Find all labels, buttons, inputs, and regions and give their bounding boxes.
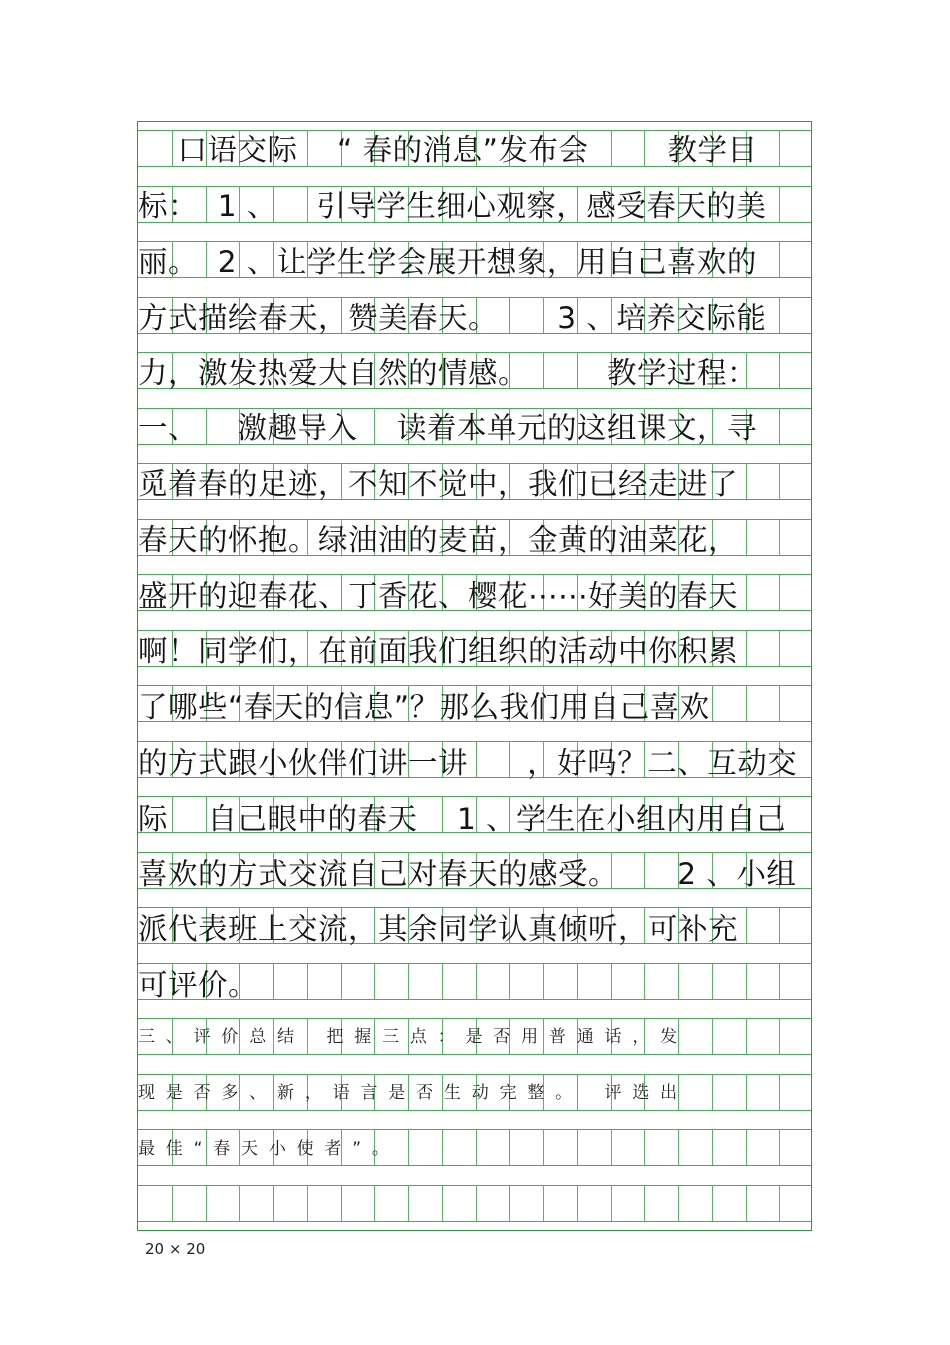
grid-column-line	[509, 963, 510, 999]
grid-column-line	[307, 1185, 308, 1221]
text-line: 口语交际 “ 春的消息”发布会 教学目	[138, 133, 758, 167]
grid-column-line	[611, 1129, 612, 1165]
small-text-line: 三 、 评 价 总 结 把 握 三 点 ： 是 否 用 普 通 话 ， 发	[138, 1027, 678, 1047]
grid-column-line	[779, 463, 780, 499]
grid-column-line	[273, 963, 274, 999]
grid-column-line	[712, 1074, 713, 1110]
grid-column-line	[644, 963, 645, 999]
grid-column-line	[678, 963, 679, 999]
grid-column-line	[476, 963, 477, 999]
grid-column-line	[239, 1185, 240, 1221]
grid-column-line	[678, 1018, 679, 1054]
grid-column-line	[712, 1018, 713, 1054]
grid-column-line	[543, 963, 544, 999]
grid-column-line	[408, 1185, 409, 1221]
grid-column-line	[341, 963, 342, 999]
grid-column-line	[442, 1185, 443, 1221]
grid-column-line	[779, 519, 780, 555]
grid-column-line	[712, 1129, 713, 1165]
grid-column-line	[577, 1185, 578, 1221]
grid-column-line	[476, 1129, 477, 1165]
grid-lines	[138, 122, 811, 1230]
text-line: 的方式跟小伙伴们讲一讲 ，好吗？二、互动交	[138, 746, 798, 780]
grid-column-line	[273, 1185, 274, 1221]
grid-column-line	[779, 408, 780, 444]
text-line: 力，激发热爱大自然的情感。 教学过程：	[138, 356, 758, 390]
grid-column-line	[746, 963, 747, 999]
text-line: 了哪些“春天的信息”？那么我们用自己喜欢	[138, 690, 710, 724]
grid-column-line	[509, 1185, 510, 1221]
text-line: 可评价。	[138, 968, 259, 1002]
grid-row	[138, 1185, 811, 1221]
grid-column-line	[746, 519, 747, 555]
grid-column-line	[611, 963, 612, 999]
text-line: 一、 激趣导入 读着本单元的这组课文，寻	[138, 411, 758, 445]
text-line: 春天的怀抱。绿油油的麦苗，金黄的油菜花，	[138, 523, 739, 557]
grid-column-line	[678, 1074, 679, 1110]
grid-column-line	[374, 963, 375, 999]
grid-column-line	[543, 1129, 544, 1165]
text-line: 觅着春的足迹，不知不觉中，我们已经走进了	[138, 467, 739, 501]
grid-column-line	[678, 1185, 679, 1221]
grid-column-line	[779, 241, 780, 277]
grid-column-line	[644, 1185, 645, 1221]
grid-column-line	[712, 685, 713, 721]
grid-column-line	[779, 630, 780, 666]
text-line: 方式描绘春天，赞美春天。 3 、培养交际能	[138, 301, 767, 335]
grid-column-line	[206, 1185, 207, 1221]
grid-column-line	[307, 963, 308, 999]
grid-column-line	[543, 1185, 544, 1221]
grid-column-line	[779, 963, 780, 999]
grid-column-line	[779, 574, 780, 610]
text-line: 盛开的迎春花、丁香花、樱花⋯⋯好美的春天	[138, 579, 739, 613]
grid-column-line	[712, 963, 713, 999]
grid-column-line	[779, 1018, 780, 1054]
grid-column-line	[172, 1185, 173, 1221]
grid-column-line	[779, 130, 780, 166]
grid-column-line	[611, 1185, 612, 1221]
grid-column-line	[374, 1185, 375, 1221]
grid-row-bottom-line	[138, 1221, 811, 1222]
text-line: 派代表班上交流，其余同学认真倾听，可补充	[138, 912, 739, 946]
text-line: 丽。 2 、让学生学会展开想象，用自己喜欢的	[138, 245, 757, 279]
grid-size-label: 20 × 20	[145, 1240, 206, 1258]
grid-row-bottom-line	[138, 1165, 811, 1166]
grid-column-line	[746, 1074, 747, 1110]
grid-column-line	[779, 685, 780, 721]
grid-column-line	[746, 574, 747, 610]
grid-column-line	[746, 1129, 747, 1165]
grid-column-line	[341, 1185, 342, 1221]
grid-column-line	[577, 1129, 578, 1165]
grid-column-line	[509, 1129, 510, 1165]
grid-column-line	[712, 1185, 713, 1221]
grid-column-line	[779, 907, 780, 943]
text-line: 标： 1 、 引导学生细心观察，感受春天的美	[138, 189, 767, 223]
grid-column-line	[779, 297, 780, 333]
grid-column-line	[779, 186, 780, 222]
grid-column-line	[408, 1129, 409, 1165]
grid-row-bottom-line	[138, 1054, 811, 1055]
grid-column-line	[408, 963, 409, 999]
grid-column-line	[779, 352, 780, 388]
grid-column-line	[442, 963, 443, 999]
grid-row-bottom-line	[138, 1110, 811, 1111]
grid-column-line	[678, 1129, 679, 1165]
grid-column-line	[746, 907, 747, 943]
grid-column-line	[442, 1129, 443, 1165]
grid-column-line	[746, 1018, 747, 1054]
grid-column-line	[746, 685, 747, 721]
small-text-line: 现 是 否 多 、 新 ， 语 言 是 否 生 动 完 整 。 评 选 出	[138, 1083, 678, 1103]
text-line: 际 自己眼中的春天 1 、学生在小组内用自己	[138, 802, 787, 836]
grid-column-line	[746, 463, 747, 499]
grid-column-line	[746, 1185, 747, 1221]
grid-column-line	[746, 630, 747, 666]
small-text-line: 最 佳 “ 春 天 小 使 者 ” 。	[138, 1139, 389, 1159]
grid-column-line	[779, 1129, 780, 1165]
text-line: 啊！同学们，在前面我们组织的活动中你积累	[138, 634, 739, 668]
grid-column-line	[476, 1185, 477, 1221]
grid-column-line	[644, 1129, 645, 1165]
grid-paper	[137, 121, 812, 1231]
grid-column-line	[779, 1074, 780, 1110]
grid-column-line	[779, 1185, 780, 1221]
grid-column-line	[577, 963, 578, 999]
text-line: 喜欢的方式交流自己对春天的感受。 2 、小组	[138, 857, 797, 891]
